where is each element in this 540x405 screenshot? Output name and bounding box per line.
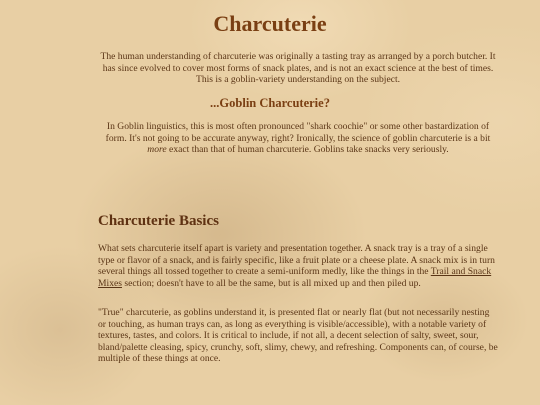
basics-paragraph-1 [98, 243, 498, 289]
basics-p1-part2: section; doesn't have to all be the same, but is all mixed up and then piled up. [121, 277, 421, 289]
trail-and-snack-mixes-link[interactable]: Trail and Snack Mixes [98, 266, 492, 289]
goblin-text-part2: exact than that of human charcuterie. Goblins take snacks very seriously. [166, 144, 449, 156]
goblin-text-emphasis: more [147, 144, 167, 156]
basics-paragraph-2: "True" charcuterie, as goblins understand it, is presented flat or nearly flat (but not necessarily nesting or touching, as human trays can, as long as everything is visible/accessible), with a notable variety of textures, tastes, and colors. It is critical to include, if not all, a decent selection of salty, sweet, sour, bland/palette cleasing, spicy, crunchy, soft, slimy, chewy, and refreshing. Components can, of course, be multiple of these things at once. [98, 307, 498, 365]
page-title: Charcuterie [213, 11, 327, 36]
goblin-charcuterie-heading: ...Goblin Charcuterie? [210, 96, 330, 110]
intro-paragraph: The human understanding of charcuterie was originally a tasting tray as arranged by a porch butcher. It has since evolved to cover most forms of snack plates, and is not an exact science at the best of times. This is a goblin-variety understanding on the subject. [100, 51, 496, 86]
basics-p1-part1: What sets charcuterie itself apart is variety and presentation together. A snack tray is a tray of a single type or flavor of a snack, and is fairly specific, like a fruit plate or a cheese plate. A snack mix is in turn several things all tossed together to create a semi-uniform medly, like the things in the [98, 243, 495, 278]
goblin-text-part1: In Goblin linguistics, this is most often pronounced "shark coochie" or some other bastardization of form. It's not going to be accurate anyway, right? Ironically, the science of goblin charcuterie is a bit [105, 121, 491, 144]
charcuterie-basics-heading: Charcuterie Basics [98, 213, 219, 229]
goblin-charcuterie-paragraph [98, 121, 498, 156]
